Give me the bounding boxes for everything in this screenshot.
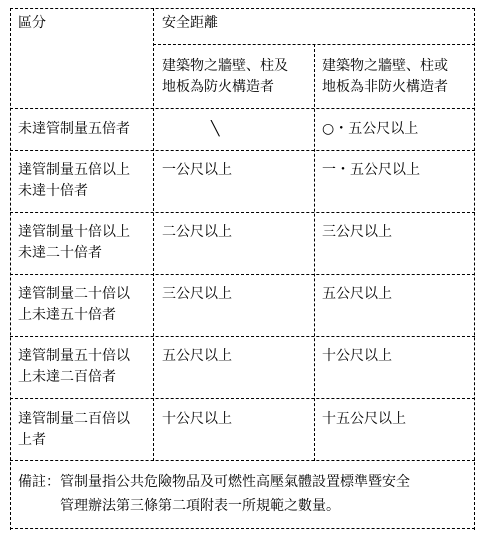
row-fireproof-distance: 十公尺以上: [162, 411, 232, 427]
header-safety-distance: 安全距離: [162, 15, 218, 31]
row-fireproof-distance: ╲: [211, 121, 220, 137]
row-category-line2: 未達十倍者: [18, 183, 88, 199]
column-divider-distance: [314, 44, 315, 461]
row-nonfireproof-distance: 三公尺以上: [322, 224, 392, 240]
subheader-fireproof-line2: 地板為防火構造者: [162, 79, 274, 95]
table-note-line1: 備註：管制量指公共危險物品及可燃性高壓氣體設置標準暨安全: [18, 474, 410, 490]
header-bottom-line: [10, 108, 475, 109]
row-category: 達管制量二十倍以: [18, 286, 130, 302]
subheader-nonfireproof-line1: 建築物之牆壁、柱或: [322, 58, 448, 74]
row-category-line2: 上者: [18, 432, 46, 448]
row-category-line2: 上未達五十倍者: [18, 307, 116, 323]
row-nonfireproof-distance: 五公尺以上: [322, 286, 392, 302]
row-divider: [10, 212, 475, 213]
row-fireproof-distance: 五公尺以上: [162, 348, 232, 364]
table-border-left: [10, 8, 11, 530]
row-divider: [10, 274, 475, 275]
row-nonfireproof-distance: 十公尺以上: [322, 348, 392, 364]
row-category: 達管制量五十倍以: [18, 348, 130, 364]
row-nonfireproof-distance: 十五公尺以上: [322, 411, 406, 427]
table-border-bottom: [10, 528, 475, 529]
row-divider: [10, 398, 475, 399]
row-fireproof-distance: 二公尺以上: [162, 224, 232, 240]
column-divider-category: [153, 8, 154, 461]
row-divider: [10, 336, 475, 337]
table-border-top: [10, 8, 475, 9]
row-nonfireproof-distance: 一・五公尺以上: [322, 162, 420, 178]
table-border-right: [474, 8, 475, 530]
subheader-fireproof-line1: 建築物之牆壁、柱及: [162, 58, 288, 74]
row-fireproof-distance: 三公尺以上: [162, 286, 232, 302]
table-note-line2: 管理辦法第三條第二項附表一所規範之數量。: [60, 498, 340, 514]
subheader-nonfireproof-line2: 地板為非防火構造者: [322, 79, 448, 95]
row-category: 達管制量十倍以上: [18, 224, 130, 240]
note-top-line: [10, 460, 475, 461]
row-category: 未達管制量五倍者: [18, 121, 130, 137]
row-nonfireproof-distance: ○・五公尺以上: [322, 121, 419, 137]
row-category: 達管制量二百倍以: [18, 411, 130, 427]
row-category-line2: 未達二十倍者: [18, 245, 102, 261]
row-category-line2: 上未達二百倍者: [18, 369, 116, 385]
header-category: 區分: [18, 15, 46, 31]
row-fireproof-distance: 一公尺以上: [162, 162, 232, 178]
row-category: 達管制量五倍以上: [18, 162, 130, 178]
row-divider: [10, 150, 475, 151]
